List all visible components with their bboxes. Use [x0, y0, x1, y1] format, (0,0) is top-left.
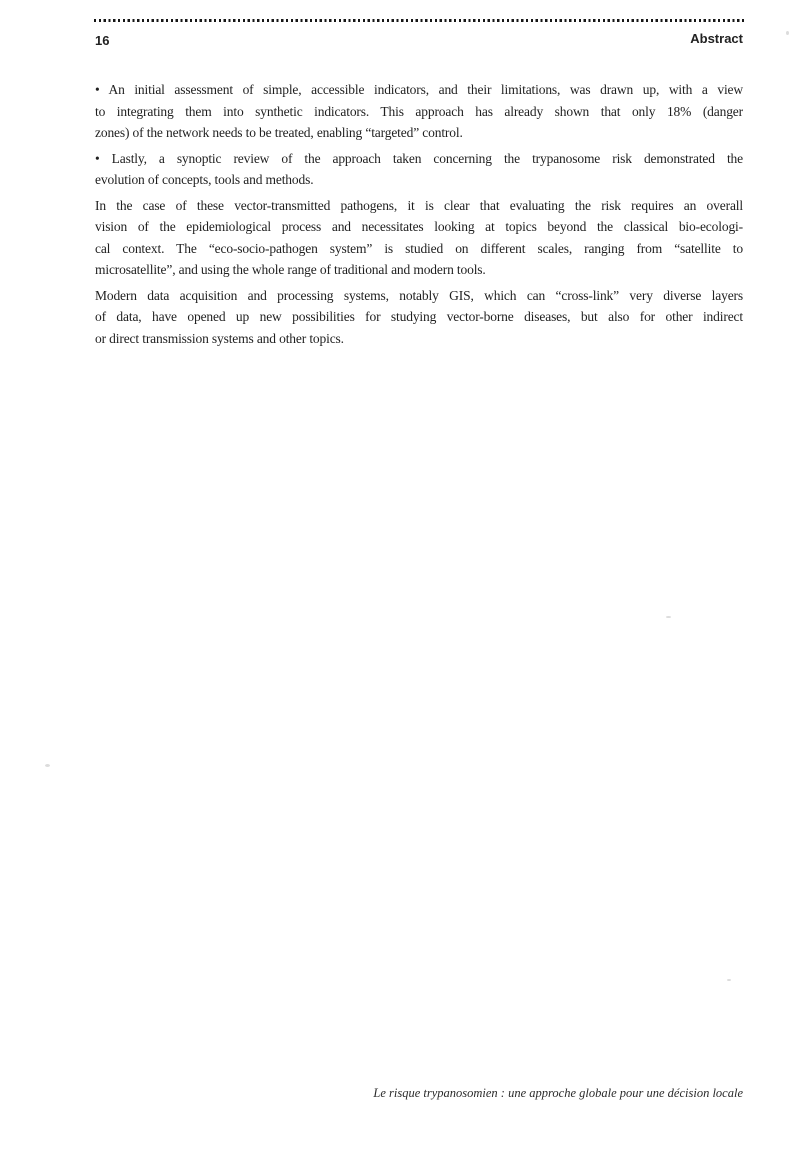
running-foot-book-title: Le risque trypanosomien : une approche globale pour une décision locale	[373, 1086, 743, 1100]
text-line: cal context. The “eco-socio-pathogen system” is studied on different scales, ranging from “satellite to	[95, 240, 743, 256]
text-line: of data, have opened up new possibilities for studying vector-borne diseases, but also for other indirect	[95, 309, 743, 324]
text-line: • An initial assessment of simple, accessible indicators, and their limitations, was drawn up, with a view	[95, 82, 743, 97]
scan-speck	[727, 979, 731, 981]
bullet-paragraph	[95, 79, 743, 144]
bullet-paragraph	[95, 148, 743, 191]
scan-speck	[786, 31, 789, 35]
body-text	[95, 79, 743, 353]
scan-speck	[45, 764, 50, 767]
text-line: or direct transmission systems and other topics.	[95, 330, 344, 346]
text-line: microsatellite”, and using the whole range of traditional and modern tools.	[95, 262, 486, 277]
text-line: zones) of the network needs to be treated, enabling “targeted” control.	[95, 125, 463, 140]
paragraph	[95, 285, 743, 350]
text-line: • Lastly, a synoptic review of the approach taken concerning the trypanosome risk demonstrated the	[95, 150, 743, 166]
text-line: to integrating them into synthetic indicators. This approach has already shown that only 18% (danger	[95, 103, 743, 119]
text-line: vision of the epidemiological process and necessitates looking at topics beyond the classical bio-ecologi-	[95, 219, 743, 234]
paragraph	[95, 195, 743, 281]
dotted-divider	[94, 19, 747, 22]
text-line: In the case of these vector-transmitted pathogens, it is clear that evaluating the risk requires an overall	[95, 197, 743, 213]
scan-speck	[666, 616, 671, 618]
page-number: 16	[95, 33, 110, 48]
text-line: Modern data acquisition and processing systems, notably GIS, which can “cross-link” very diverse layers	[95, 287, 743, 303]
text-line: evolution of concepts, tools and methods.	[95, 172, 314, 187]
running-head-section: Abstract	[690, 31, 743, 46]
